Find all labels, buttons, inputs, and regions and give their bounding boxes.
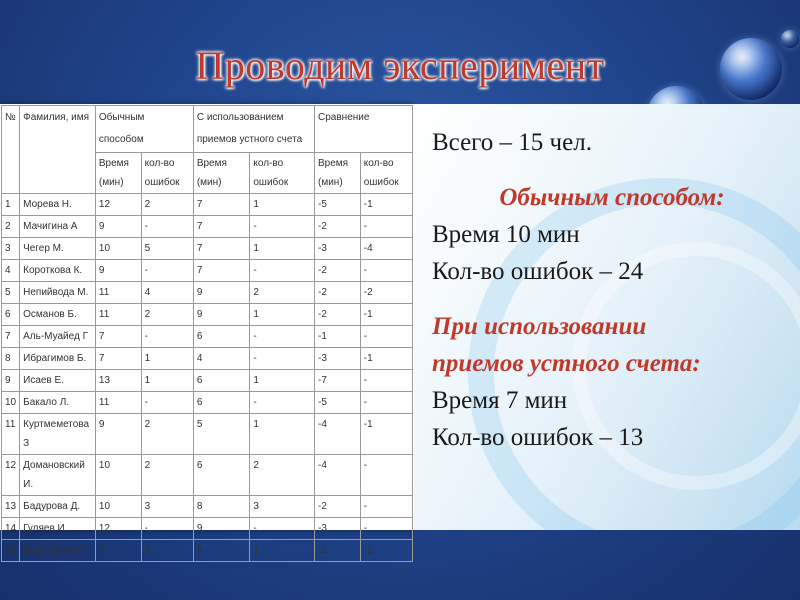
header-compare: Сравнение [315,106,413,153]
header-time: Время (мин) [315,153,361,194]
table-cell: 7 [2,326,20,348]
table-cell: -1 [315,326,361,348]
table-cell: - [360,370,412,392]
table-cell: 10 [2,392,20,414]
table-cell: 7 [95,540,141,562]
table-cell: 6 [193,326,250,348]
table-cell: 14 [2,518,20,540]
table-cell: - [141,518,193,540]
table-cell: Морева Н. [20,194,96,216]
summary-normal-time: Время 10 мин [432,221,580,248]
table-cell: 12 [95,194,141,216]
table-cell: -4 [315,455,361,496]
summary-oral-heading: При использовании [432,313,647,340]
table-cell: -2 [315,304,361,326]
table-cell: 8 [193,496,250,518]
table-cell: 6 [2,304,20,326]
table-cell: 1 [250,414,315,455]
header-oral: С использованием приемов устного счета [193,106,314,153]
summary-text [432,124,792,456]
summary-oral-time: Время 7 мин [432,387,568,414]
bubble-decoration [781,30,799,48]
table-cell: -5 [315,392,361,414]
table-cell: 6 [193,455,250,496]
table-cell: 1 [250,304,315,326]
bubble-decoration [720,38,782,100]
table-cell: Аль-Муайед Г [20,326,96,348]
table-cell: 9 [193,304,250,326]
table-cell: Гуляев И. [20,518,96,540]
table-cell: - [250,392,315,414]
table-cell: -1 [360,348,412,370]
table-cell: 2 [250,455,315,496]
table-cell: - [250,518,315,540]
table-cell: -2 [315,260,361,282]
table-cell: Мачигина А [20,216,96,238]
table-cell: 9 [95,414,141,455]
table-cell: 11 [95,304,141,326]
table-row [2,414,413,455]
table-cell: 5 [141,238,193,260]
table-cell: 5 [193,540,250,562]
table-cell: -2 [315,216,361,238]
summary-oral-heading-cont: приемов устного счета: [432,350,701,377]
table-cell: 4 [193,348,250,370]
table-cell: Вербовская Т. [20,540,96,562]
table-cell: -4 [360,238,412,260]
table-body [2,194,413,562]
table-cell: - [360,216,412,238]
table-cell: 4 [2,260,20,282]
table-cell: 9 [2,370,20,392]
table-cell: Чегер М. [20,238,96,260]
header-name: Фамилия, имя [20,106,96,194]
table-cell: 7 [95,326,141,348]
table-row [2,348,413,370]
table-row [2,238,413,260]
table-cell: -2 [360,282,412,304]
table-cell: 11 [95,392,141,414]
table-cell: - [250,216,315,238]
table-cell: 13 [2,496,20,518]
table-cell: - [141,392,193,414]
table-cell: 2 [141,540,193,562]
table-cell: -1 [360,304,412,326]
table-cell: 12 [2,455,20,496]
table-cell: 1 [250,194,315,216]
table-cell: Куртмеметова З [20,414,96,455]
table-cell: 9 [95,260,141,282]
table-cell: 2 [141,304,193,326]
table-cell: 12 [95,518,141,540]
table-cell: 3 [2,238,20,260]
table-cell: -5 [315,194,361,216]
table-cell: -1 [360,540,412,562]
summary-normal-heading: Обычным способом: [499,184,725,211]
table-cell: 5 [2,282,20,304]
table-row [2,370,413,392]
table-cell: 1 [2,194,20,216]
table-cell: 9 [193,282,250,304]
table-cell: 3 [250,496,315,518]
table-cell: - [141,326,193,348]
table-cell: Османов Б. [20,304,96,326]
table-row [2,392,413,414]
table-cell: -2 [315,540,361,562]
table-cell: 10 [95,238,141,260]
table-cell: Исаев Е. [20,370,96,392]
table-cell: - [250,326,315,348]
table-cell: 6 [193,392,250,414]
table-cell: - [360,260,412,282]
table-cell: 5 [193,414,250,455]
table-cell: 6 [193,370,250,392]
header-time: Время (мин) [95,153,141,194]
table-row [2,326,413,348]
table-cell: 13 [95,370,141,392]
table-cell: 8 [2,348,20,370]
results-table [1,105,413,562]
table-cell: 3 [141,496,193,518]
table-cell: 15 [2,540,20,562]
table-cell: - [250,260,315,282]
table-cell: Ибрагимов Б. [20,348,96,370]
table-cell: 10 [95,455,141,496]
table-cell: Непийвода М. [20,282,96,304]
table-cell: 10 [95,496,141,518]
table-cell: 2 [141,414,193,455]
table-row [2,455,413,496]
summary-total: Всего – 15 чел. [432,129,592,156]
table-cell: 1 [141,348,193,370]
table-row [2,496,413,518]
table-cell: 2 [250,282,315,304]
table-cell: Бакало Л. [20,392,96,414]
header-normal: Обычным способом [95,106,193,153]
results-table-panel [0,104,414,556]
table-cell: - [360,392,412,414]
table-cell: - [141,260,193,282]
table-cell: 7 [193,260,250,282]
table-row [2,194,413,216]
table-cell: -3 [315,348,361,370]
table-cell: -2 [315,282,361,304]
table-cell: 1 [250,370,315,392]
table-row [2,540,413,562]
header-errors: кол-во ошибок [250,153,315,194]
table-cell: 11 [95,282,141,304]
table-row [2,282,413,304]
table-cell: 4 [141,282,193,304]
table-cell: - [360,455,412,496]
table-cell: - [360,496,412,518]
table-cell: -3 [315,238,361,260]
table-cell: -1 [360,194,412,216]
table-cell: - [360,518,412,540]
table-row [2,304,413,326]
header-time: Время (мин) [193,153,250,194]
table-cell: -4 [315,414,361,455]
table-row [2,216,413,238]
table-cell: -1 [360,414,412,455]
table-cell: Короткова К. [20,260,96,282]
table-cell: 9 [193,518,250,540]
header-num: № [2,106,20,194]
table-cell: 7 [193,194,250,216]
table-cell: - [141,216,193,238]
table-cell: -7 [315,370,361,392]
table-cell: 1 [141,370,193,392]
header-errors: кол-во ошибок [360,153,412,194]
table-cell: 9 [95,216,141,238]
table-cell: 7 [193,216,250,238]
table-cell: 1 [250,238,315,260]
table-cell: - [360,326,412,348]
table-cell: 7 [193,238,250,260]
table-row [2,260,413,282]
table-cell: 2 [141,194,193,216]
table-cell: - [250,348,315,370]
header-errors: кол-во ошибок [141,153,193,194]
table-cell: Бадурова Д. [20,496,96,518]
table-cell: Домановский И. [20,455,96,496]
table-cell: -3 [315,518,361,540]
summary-panel [414,104,800,530]
table-cell: 2 [141,455,193,496]
summary-normal-errors: Кол-во ошибок – 24 [432,258,644,285]
summary-oral-errors: Кол-во ошибок – 13 [432,424,644,451]
table-cell: 7 [95,348,141,370]
slide-title: Проводим эксперимент [195,43,605,88]
table-cell: 1 [250,540,315,562]
table-cell: 11 [2,414,20,455]
table-cell: -2 [315,496,361,518]
table-row [2,518,413,540]
table-cell: 2 [2,216,20,238]
